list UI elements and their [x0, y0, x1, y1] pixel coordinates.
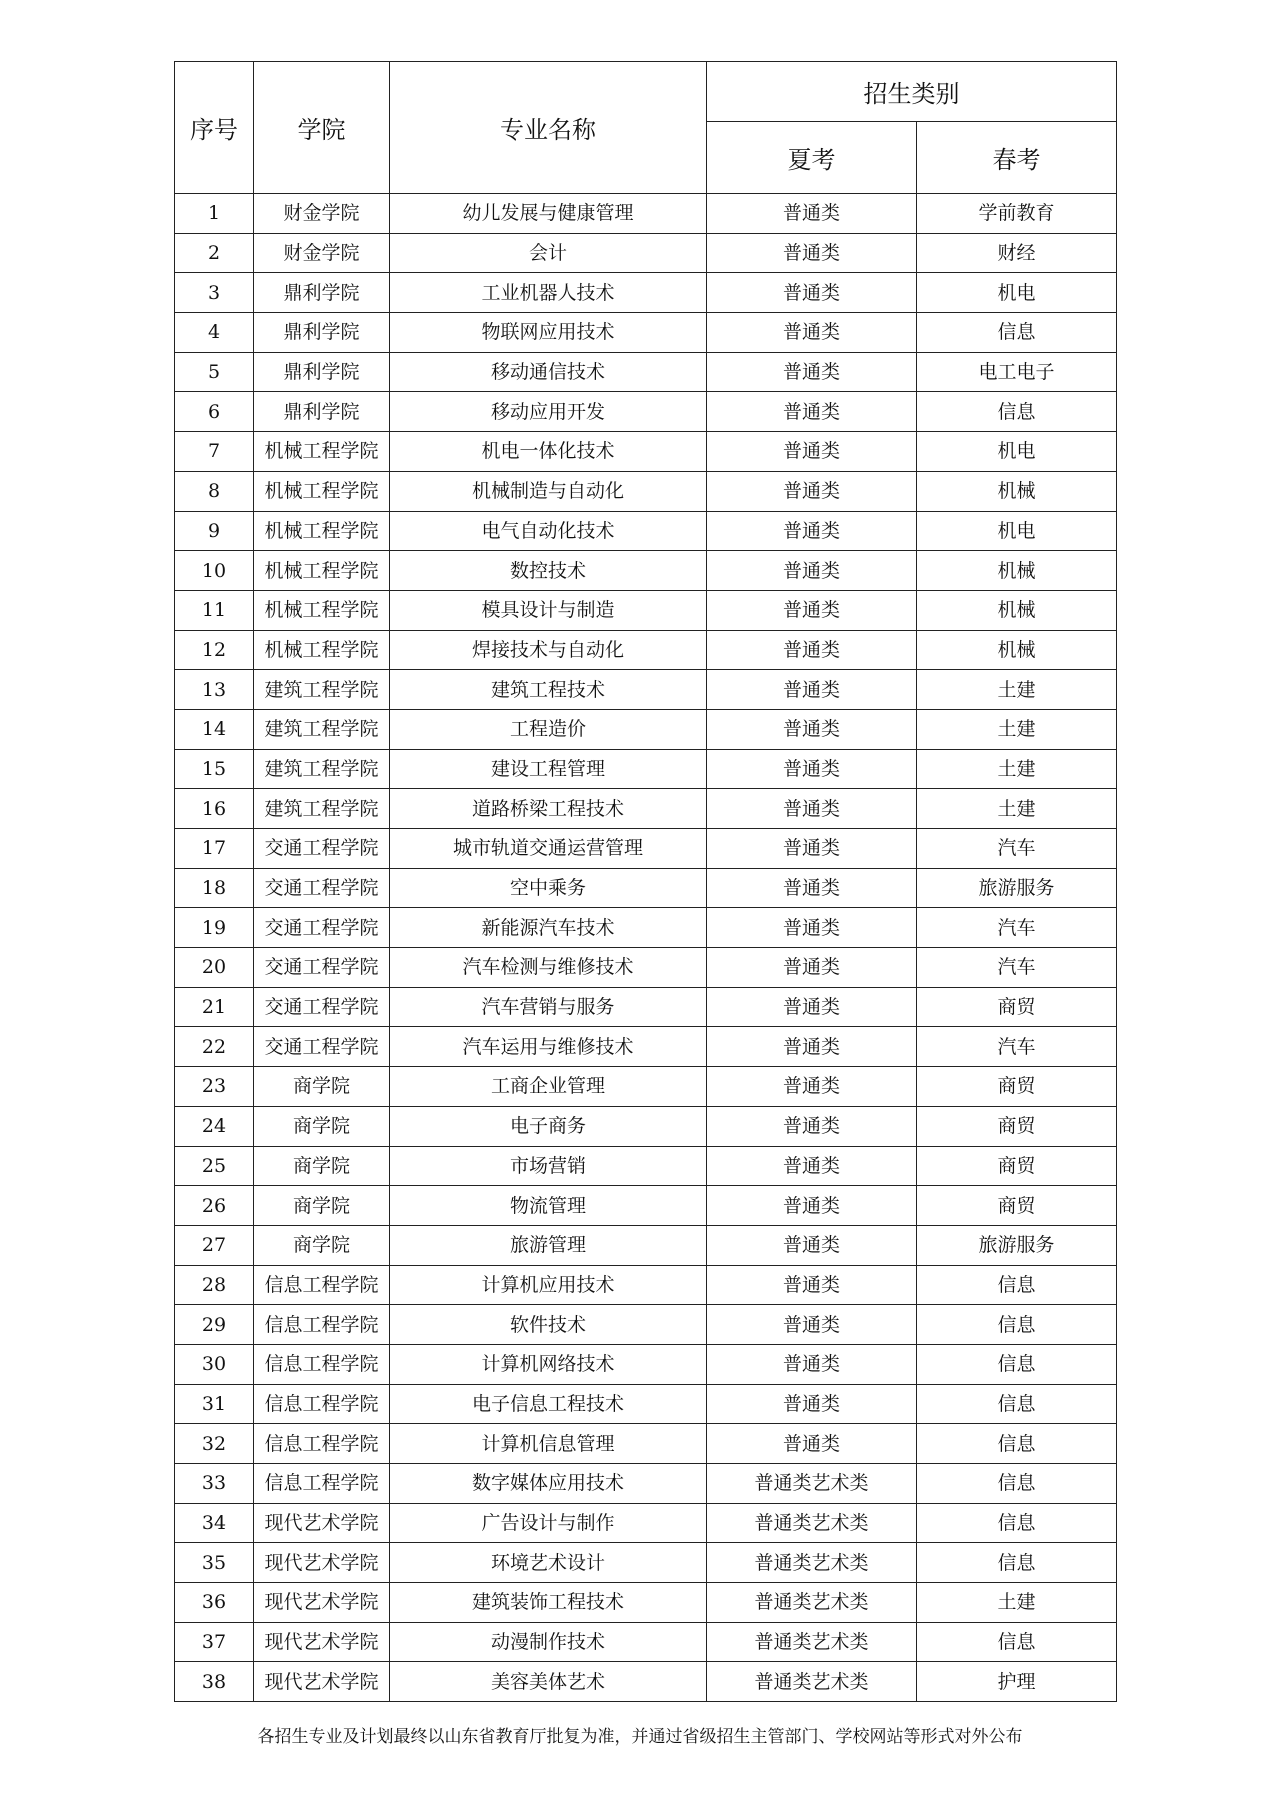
cell-summer: 普通类 — [707, 1067, 917, 1107]
cell-spring: 信息 — [917, 1305, 1117, 1345]
cell-college: 信息工程学院 — [254, 1464, 390, 1504]
cell-seq: 16 — [175, 789, 254, 829]
table-row — [175, 670, 1117, 710]
cell-spring: 机械 — [917, 471, 1117, 511]
cell-major: 汽车运用与维修技术 — [390, 1027, 707, 1067]
cell-major: 汽车营销与服务 — [390, 987, 707, 1027]
cell-spring: 信息 — [917, 1424, 1117, 1464]
enrollment-table — [174, 61, 1117, 1702]
cell-seq: 29 — [175, 1305, 254, 1345]
cell-major: 物联网应用技术 — [390, 313, 707, 353]
cell-college: 机械工程学院 — [254, 471, 390, 511]
cell-spring: 财经 — [917, 233, 1117, 273]
cell-college: 鼎利学院 — [254, 392, 390, 432]
cell-college: 建筑工程学院 — [254, 789, 390, 829]
footnote: 各招生专业及计划最终以山东省教育厅批复为准，并通过省级招生主管部门、学校网站等形式对外公布 — [257, 1727, 1023, 1747]
cell-spring: 信息 — [917, 1622, 1117, 1662]
cell-college: 机械工程学院 — [254, 511, 390, 551]
cell-summer: 普通类艺术类 — [707, 1662, 917, 1702]
cell-major: 物流管理 — [390, 1186, 707, 1226]
cell-spring: 汽车 — [917, 948, 1117, 988]
cell-seq: 31 — [175, 1384, 254, 1424]
cell-spring: 旅游服务 — [917, 1225, 1117, 1265]
cell-college: 现代艺术学院 — [254, 1543, 390, 1583]
cell-seq: 9 — [175, 511, 254, 551]
cell-college: 交通工程学院 — [254, 1027, 390, 1067]
header-category: 招生类别 — [707, 62, 1117, 122]
cell-spring: 机械 — [917, 551, 1117, 591]
cell-major: 电子信息工程技术 — [390, 1384, 707, 1424]
cell-seq: 25 — [175, 1146, 254, 1186]
table-row — [175, 749, 1117, 789]
cell-college: 信息工程学院 — [254, 1344, 390, 1384]
cell-summer: 普通类 — [707, 1344, 917, 1384]
cell-college: 财金学院 — [254, 194, 390, 234]
table-row — [175, 1384, 1117, 1424]
cell-college: 信息工程学院 — [254, 1384, 390, 1424]
cell-spring: 土建 — [917, 749, 1117, 789]
table-row — [175, 590, 1117, 630]
cell-summer: 普通类 — [707, 1027, 917, 1067]
cell-seq: 20 — [175, 948, 254, 988]
cell-summer: 普通类 — [707, 630, 917, 670]
cell-spring: 商贸 — [917, 1067, 1117, 1107]
cell-summer: 普通类 — [707, 1146, 917, 1186]
cell-summer: 普通类 — [707, 1265, 917, 1305]
cell-major: 工业机器人技术 — [390, 273, 707, 313]
cell-college: 建筑工程学院 — [254, 749, 390, 789]
cell-seq: 18 — [175, 868, 254, 908]
cell-major: 动漫制作技术 — [390, 1622, 707, 1662]
cell-seq: 24 — [175, 1106, 254, 1146]
cell-major: 工程造价 — [390, 709, 707, 749]
cell-spring: 汽车 — [917, 1027, 1117, 1067]
cell-spring: 信息 — [917, 313, 1117, 353]
cell-college: 鼎利学院 — [254, 313, 390, 353]
cell-college: 鼎利学院 — [254, 273, 390, 313]
cell-major: 建筑工程技术 — [390, 670, 707, 710]
cell-college: 建筑工程学院 — [254, 709, 390, 749]
cell-spring: 土建 — [917, 670, 1117, 710]
cell-summer: 普通类 — [707, 948, 917, 988]
table-row — [175, 1186, 1117, 1226]
cell-major: 机电一体化技术 — [390, 432, 707, 472]
cell-seq: 19 — [175, 908, 254, 948]
cell-seq: 36 — [175, 1583, 254, 1623]
cell-spring: 信息 — [917, 1265, 1117, 1305]
table-row — [175, 392, 1117, 432]
cell-spring: 信息 — [917, 1543, 1117, 1583]
table-row — [175, 709, 1117, 749]
table-row — [175, 233, 1117, 273]
cell-summer: 普通类 — [707, 709, 917, 749]
header-summer: 夏考 — [707, 122, 917, 194]
cell-summer: 普通类 — [707, 1424, 917, 1464]
cell-summer: 普通类 — [707, 868, 917, 908]
cell-major: 移动通信技术 — [390, 352, 707, 392]
header-seq: 序号 — [175, 62, 254, 194]
table-row — [175, 194, 1117, 234]
cell-summer: 普通类 — [707, 1186, 917, 1226]
table-row — [175, 948, 1117, 988]
cell-spring: 商贸 — [917, 1186, 1117, 1226]
cell-major: 会计 — [390, 233, 707, 273]
cell-summer: 普通类 — [707, 749, 917, 789]
cell-spring: 土建 — [917, 1583, 1117, 1623]
cell-spring: 信息 — [917, 1384, 1117, 1424]
cell-summer: 普通类 — [707, 194, 917, 234]
table-row — [175, 273, 1117, 313]
cell-seq: 5 — [175, 352, 254, 392]
cell-summer: 普通类 — [707, 590, 917, 630]
cell-spring: 商贸 — [917, 987, 1117, 1027]
cell-major: 移动应用开发 — [390, 392, 707, 432]
table-row — [175, 1146, 1117, 1186]
header-major: 专业名称 — [390, 62, 707, 194]
cell-major: 建筑装饰工程技术 — [390, 1583, 707, 1623]
table-row — [175, 630, 1117, 670]
cell-seq: 3 — [175, 273, 254, 313]
cell-major: 工商企业管理 — [390, 1067, 707, 1107]
cell-summer: 普通类 — [707, 392, 917, 432]
table-row — [175, 352, 1117, 392]
cell-college: 现代艺术学院 — [254, 1503, 390, 1543]
cell-college: 现代艺术学院 — [254, 1662, 390, 1702]
cell-seq: 32 — [175, 1424, 254, 1464]
cell-major: 软件技术 — [390, 1305, 707, 1345]
cell-seq: 10 — [175, 551, 254, 591]
cell-spring: 土建 — [917, 789, 1117, 829]
cell-college: 信息工程学院 — [254, 1265, 390, 1305]
header-row — [175, 62, 1117, 122]
cell-college: 商学院 — [254, 1186, 390, 1226]
table-row — [175, 987, 1117, 1027]
cell-summer: 普通类 — [707, 432, 917, 472]
header-spring: 春考 — [917, 122, 1117, 194]
table-row — [175, 789, 1117, 829]
cell-major: 汽车检测与维修技术 — [390, 948, 707, 988]
cell-major: 广告设计与制作 — [390, 1503, 707, 1543]
cell-major: 美容美体艺术 — [390, 1662, 707, 1702]
cell-major: 空中乘务 — [390, 868, 707, 908]
cell-spring: 信息 — [917, 1503, 1117, 1543]
cell-summer: 普通类艺术类 — [707, 1503, 917, 1543]
cell-spring: 土建 — [917, 709, 1117, 749]
cell-summer: 普通类 — [707, 551, 917, 591]
cell-seq: 35 — [175, 1543, 254, 1583]
table-row — [175, 1662, 1117, 1702]
cell-college: 信息工程学院 — [254, 1424, 390, 1464]
table-row — [175, 1464, 1117, 1504]
cell-college: 机械工程学院 — [254, 590, 390, 630]
cell-college: 现代艺术学院 — [254, 1583, 390, 1623]
table-row — [175, 432, 1117, 472]
cell-spring: 商贸 — [917, 1106, 1117, 1146]
cell-summer: 普通类艺术类 — [707, 1622, 917, 1662]
cell-college: 鼎利学院 — [254, 352, 390, 392]
cell-seq: 14 — [175, 709, 254, 749]
cell-seq: 37 — [175, 1622, 254, 1662]
cell-major: 幼儿发展与健康管理 — [390, 194, 707, 234]
cell-major: 机械制造与自动化 — [390, 471, 707, 511]
cell-major: 旅游管理 — [390, 1225, 707, 1265]
cell-summer: 普通类 — [707, 233, 917, 273]
cell-major: 计算机信息管理 — [390, 1424, 707, 1464]
cell-seq: 30 — [175, 1344, 254, 1384]
cell-summer: 普通类 — [707, 987, 917, 1027]
table-row — [175, 1583, 1117, 1623]
cell-seq: 38 — [175, 1662, 254, 1702]
cell-spring: 机电 — [917, 273, 1117, 313]
cell-college: 交通工程学院 — [254, 987, 390, 1027]
table-row — [175, 471, 1117, 511]
table-row — [175, 1265, 1117, 1305]
table-row — [175, 1106, 1117, 1146]
cell-summer: 普通类 — [707, 313, 917, 353]
cell-summer: 普通类 — [707, 829, 917, 869]
cell-college: 商学院 — [254, 1067, 390, 1107]
cell-major: 数控技术 — [390, 551, 707, 591]
cell-college: 交通工程学院 — [254, 948, 390, 988]
cell-spring: 信息 — [917, 1464, 1117, 1504]
cell-seq: 12 — [175, 630, 254, 670]
cell-major: 焊接技术与自动化 — [390, 630, 707, 670]
cell-major: 建设工程管理 — [390, 749, 707, 789]
cell-spring: 汽车 — [917, 908, 1117, 948]
table-row — [175, 1503, 1117, 1543]
cell-college: 商学院 — [254, 1106, 390, 1146]
cell-summer: 普通类 — [707, 352, 917, 392]
table-row — [175, 868, 1117, 908]
cell-seq: 15 — [175, 749, 254, 789]
cell-college: 建筑工程学院 — [254, 670, 390, 710]
cell-summer: 普通类 — [707, 273, 917, 313]
cell-seq: 13 — [175, 670, 254, 710]
cell-summer: 普通类 — [707, 1225, 917, 1265]
cell-college: 商学院 — [254, 1146, 390, 1186]
table-row — [175, 1543, 1117, 1583]
cell-spring: 信息 — [917, 1344, 1117, 1384]
cell-summer: 普通类 — [707, 1305, 917, 1345]
cell-spring: 机械 — [917, 590, 1117, 630]
table-row — [175, 908, 1117, 948]
cell-major: 计算机应用技术 — [390, 1265, 707, 1305]
cell-summer: 普通类艺术类 — [707, 1583, 917, 1623]
cell-seq: 1 — [175, 194, 254, 234]
cell-college: 商学院 — [254, 1225, 390, 1265]
cell-seq: 33 — [175, 1464, 254, 1504]
cell-college: 现代艺术学院 — [254, 1622, 390, 1662]
cell-college: 交通工程学院 — [254, 868, 390, 908]
cell-major: 模具设计与制造 — [390, 590, 707, 630]
cell-major: 道路桥梁工程技术 — [390, 789, 707, 829]
cell-college: 机械工程学院 — [254, 551, 390, 591]
cell-seq: 4 — [175, 313, 254, 353]
cell-seq: 7 — [175, 432, 254, 472]
cell-seq: 6 — [175, 392, 254, 432]
cell-major: 电气自动化技术 — [390, 511, 707, 551]
cell-college: 财金学院 — [254, 233, 390, 273]
table-body — [175, 194, 1117, 1702]
cell-seq: 23 — [175, 1067, 254, 1107]
table-row — [175, 1225, 1117, 1265]
cell-seq: 27 — [175, 1225, 254, 1265]
cell-seq: 22 — [175, 1027, 254, 1067]
cell-spring: 机电 — [917, 511, 1117, 551]
cell-summer: 普通类 — [707, 1384, 917, 1424]
table-row — [175, 1424, 1117, 1464]
table-row — [175, 1027, 1117, 1067]
table-row — [175, 1344, 1117, 1384]
table-row — [175, 1067, 1117, 1107]
table-row — [175, 511, 1117, 551]
table-row — [175, 313, 1117, 353]
cell-major: 数字媒体应用技术 — [390, 1464, 707, 1504]
cell-seq: 11 — [175, 590, 254, 630]
cell-seq: 17 — [175, 829, 254, 869]
table-row — [175, 829, 1117, 869]
cell-seq: 21 — [175, 987, 254, 1027]
cell-spring: 机电 — [917, 432, 1117, 472]
cell-college: 信息工程学院 — [254, 1305, 390, 1345]
cell-major: 新能源汽车技术 — [390, 908, 707, 948]
cell-summer: 普通类艺术类 — [707, 1543, 917, 1583]
cell-spring: 机械 — [917, 630, 1117, 670]
cell-spring: 信息 — [917, 392, 1117, 432]
table-row — [175, 1622, 1117, 1662]
cell-spring: 旅游服务 — [917, 868, 1117, 908]
cell-spring: 商贸 — [917, 1146, 1117, 1186]
cell-seq: 2 — [175, 233, 254, 273]
cell-seq: 34 — [175, 1503, 254, 1543]
cell-college: 交通工程学院 — [254, 829, 390, 869]
cell-college: 机械工程学院 — [254, 630, 390, 670]
cell-summer: 普通类 — [707, 1106, 917, 1146]
cell-seq: 26 — [175, 1186, 254, 1226]
cell-summer: 普通类 — [707, 670, 917, 710]
cell-major: 市场营销 — [390, 1146, 707, 1186]
cell-college: 机械工程学院 — [254, 432, 390, 472]
cell-college: 交通工程学院 — [254, 908, 390, 948]
cell-major: 计算机网络技术 — [390, 1344, 707, 1384]
header-college: 学院 — [254, 62, 390, 194]
cell-spring: 电工电子 — [917, 352, 1117, 392]
cell-summer: 普通类 — [707, 471, 917, 511]
table-row — [175, 1305, 1117, 1345]
table-row — [175, 551, 1117, 591]
cell-summer: 普通类 — [707, 511, 917, 551]
cell-summer: 普通类艺术类 — [707, 1464, 917, 1504]
cell-major: 电子商务 — [390, 1106, 707, 1146]
cell-major: 城市轨道交通运营管理 — [390, 829, 707, 869]
cell-summer: 普通类 — [707, 908, 917, 948]
cell-major: 环境艺术设计 — [390, 1543, 707, 1583]
cell-spring: 护理 — [917, 1662, 1117, 1702]
cell-seq: 28 — [175, 1265, 254, 1305]
cell-spring: 汽车 — [917, 829, 1117, 869]
cell-spring: 学前教育 — [917, 194, 1117, 234]
cell-summer: 普通类 — [707, 789, 917, 829]
cell-seq: 8 — [175, 471, 254, 511]
